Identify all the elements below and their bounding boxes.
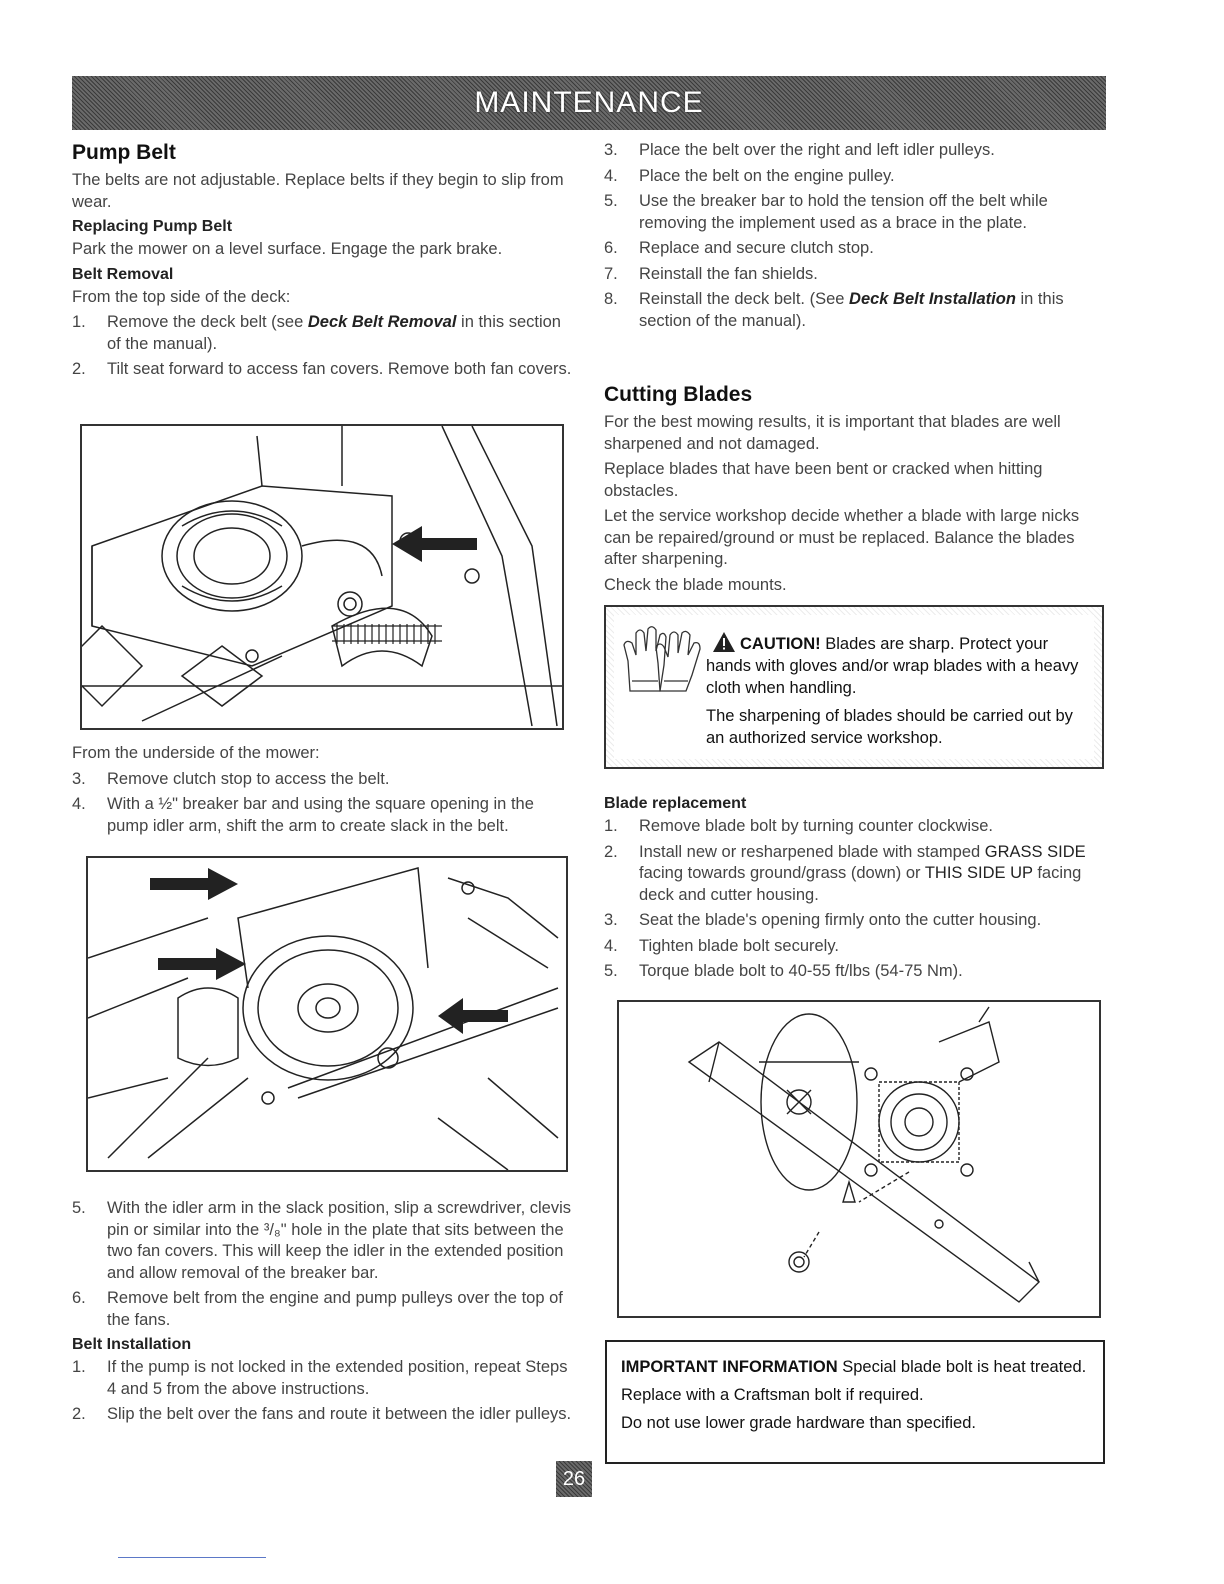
arrow-icon	[150, 868, 238, 900]
list-item: 2. Slip the belt over the fans and route it between the idler pulleys.	[72, 1405, 572, 1423]
list-item: 5. Torque blade bolt to 40-55 ft/lbs (54-75 Nm).	[604, 962, 963, 980]
right-column	[604, 140, 1104, 336]
list-item: 2. Install new or resharpened blade with stamped GRASS SIDE facing towards ground/grass (down) or THIS SIDE UP facing deck and cutter housing.	[604, 842, 1086, 904]
replacing-pump-belt-text: Park the mower on a level surface. Engage the park brake.	[72, 240, 503, 258]
list-item: 7. Reinstall the fan shields.	[604, 264, 818, 283]
list-item: 3. Remove clutch stop to access the belt.	[72, 769, 390, 788]
important-information-box: IMPORTANT INFORMATION Special blade bolt is heat treated. Replace with a Craftsman bolt if required. Do not use lower grade hardware than specified.	[605, 1340, 1105, 1464]
removal-steps-cont	[72, 1198, 572, 1331]
caution-text: CAUTION! Blades are sharp. Protect your hands with gloves and/or wrap blades with a heavy cloth when handling. The sharpening of blades should be carried out by an authorized service workshop.	[706, 633, 1091, 755]
list-item: 1. Remove the deck belt (see Deck Belt Removal in this section of the manual).	[72, 313, 561, 353]
list-item: 6. Replace and secure clutch stop.	[604, 239, 874, 257]
blade-replacement-section	[604, 790, 1104, 987]
list-item: 4. Place the belt on the engine pulley.	[604, 166, 895, 185]
list-item: 6. Remove belt from the engine and pump pulleys over the top of the fans.	[72, 1289, 563, 1329]
caution-box	[604, 605, 1104, 769]
blade-assembly-drawing	[619, 1002, 1099, 1316]
list-item: 2. Tilt seat forward to access fan covers. Remove both fan covers.	[72, 360, 572, 378]
caution-label: CAUTION!	[740, 635, 821, 653]
footer-rule	[118, 1557, 266, 1558]
important-text-2: Replace with a Craftsman bolt if required.	[621, 1386, 924, 1404]
blades-paragraph: Check the blade mounts.	[604, 575, 787, 594]
belt-removal-heading: Belt Removal	[72, 265, 174, 283]
blades-paragraph: For the best mowing results, it is important that blades are well sharpened and not damaged.	[604, 413, 1061, 453]
blades-paragraph: Replace blades that have been bent or cracked when hitting obstacles.	[604, 460, 1043, 500]
blade-assembly-illustration	[617, 1000, 1101, 1318]
pulley-illustration	[86, 856, 568, 1172]
list-item: 5. Use the breaker bar to hold the tension off the belt while removing the implement used as a brace in the plate.	[604, 192, 1048, 232]
belt-installation-heading: Belt Installation	[72, 1336, 192, 1353]
left-column	[72, 140, 572, 385]
blade-replacement-steps	[604, 816, 1104, 983]
installation-steps-cont	[604, 140, 1104, 332]
pump-belt-intro: The belts are not adjustable. Replace belts if they begin to slip from wear.	[72, 171, 564, 211]
caution-text-2: The sharpening of blades should be carried out by an authorized service workshop.	[706, 707, 1073, 747]
list-item: 1. If the pump is not locked in the extended position, repeat Steps 4 and 5 from the above instructions.	[72, 1358, 568, 1398]
blade-replacement-heading: Blade replacement	[604, 795, 747, 812]
list-item: 4. With a ½" breaker bar and using the square opening in the pump idler arm, shift the arm to create slack in the belt.	[72, 795, 534, 835]
list-item: 1. Remove blade bolt by turning counter clockwise.	[604, 817, 994, 835]
section-title: MAINTENANCE	[474, 86, 704, 119]
belt-removal-intro: From the top side of the deck:	[72, 287, 291, 306]
deck-belt-installation-ref: Deck Belt Installation	[849, 290, 1016, 308]
section-banner	[72, 76, 1106, 130]
removal-steps-top	[72, 312, 572, 381]
arrow-icon	[158, 948, 246, 980]
deck-belt-removal-ref: Deck Belt Removal	[307, 313, 457, 331]
fan-cover-illustration	[80, 424, 564, 730]
cutting-blades-heading: Cutting Blades	[604, 383, 753, 406]
page-number: 26	[556, 1461, 592, 1497]
blades-paragraph: Let the service workshop decide whether a blade with large nicks can be repaired/ground or must be replaced. Balance the blades after sharpening.	[604, 507, 1080, 568]
replacing-pump-belt-heading: Replacing Pump Belt	[72, 218, 233, 235]
list-item: 8. Reinstall the deck belt. (See Deck Belt Installation in this section of the manual).	[604, 290, 1064, 330]
fan-cover-drawing	[82, 426, 562, 728]
arrow-icon	[392, 526, 477, 562]
list-item: 3. Place the belt over the right and left idler pulleys.	[604, 141, 995, 159]
list-item: 5. With the idler arm in the slack position, slip a screwdriver, clevis pin or similar into the ³/₈" hole in the plate that sits between the two fan covers. This will keep the idler in the extended position and allow removal of the breaker bar.	[72, 1199, 571, 1282]
important-text-3: Do not use lower grade hardware than specified.	[621, 1414, 976, 1432]
removal-steps-underside	[72, 769, 572, 838]
list-item: 3. Seat the blade's opening firmly onto the cutter housing.	[604, 911, 1042, 929]
underside-intro: From the underside of the mower:	[72, 744, 320, 762]
pump-belt-heading: Pump Belt	[72, 141, 176, 164]
cutting-blades-section	[604, 382, 1104, 600]
gloves-icon	[620, 621, 710, 697]
left-column-mid	[72, 743, 572, 841]
installation-steps	[72, 1357, 572, 1426]
important-label: IMPORTANT INFORMATION	[621, 1358, 838, 1376]
left-column-bottom	[72, 1198, 572, 1430]
list-item: 4. Tighten blade bolt securely.	[604, 936, 839, 955]
pulley-drawing	[88, 858, 566, 1170]
